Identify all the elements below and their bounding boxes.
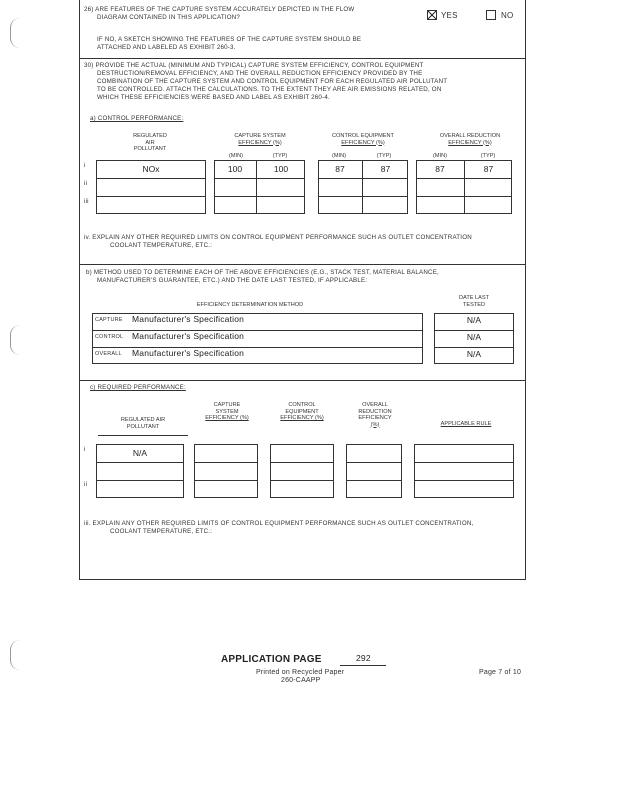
req-pollutant-cell[interactable]: N/A bbox=[132, 448, 148, 458]
q30-line3: COMBINATION OF THE CAPTURE SYSTEM AND CONTROL EQUIPMENT FOR EACH REGULATED AIR POLLUTANT bbox=[97, 78, 448, 85]
req-explain-line1: iii. EXPLAIN ANY OTHER REQUIRED LIMITS OF CONTROL EQUIPMENT PERFORMANCE SUCH AS OUTLET CONCENTRATION, bbox=[84, 520, 474, 527]
method-row-value[interactable]: Manufacturer's Specification bbox=[132, 314, 245, 324]
form-number: 260-CAAPP bbox=[281, 677, 321, 684]
q26-note-line1: IF NO, A SKETCH SHOWING THE FEATURES OF THE CAPTURE SYSTEM SHOULD BE bbox=[97, 36, 362, 43]
req-overall-box bbox=[346, 444, 402, 498]
min-label: (MIN) bbox=[332, 153, 346, 159]
overall-min-cell[interactable]: 87 bbox=[435, 164, 445, 174]
method-row-label: CONTROL bbox=[95, 334, 124, 340]
overall-typ-cell[interactable]: 87 bbox=[483, 164, 494, 174]
typ-label: (TYP) bbox=[272, 153, 288, 159]
section-divider bbox=[79, 58, 526, 59]
date-row-value[interactable]: N/A bbox=[466, 315, 482, 325]
req-header-control: CONTROL EQUIPMENT EFFICIENCY (%) bbox=[280, 402, 324, 421]
req-header-rule: APPLICABLE RULE bbox=[440, 421, 492, 427]
q30-line2: DESTRUCTION/REMOVAL EFFICIENCY, AND THE OVERALL REDUCTION EFFICIENCY PROVIDED BY THE bbox=[97, 70, 423, 77]
q26-text-line2: DIAGRAM CONTAINED IN THIS APPLICATION? bbox=[97, 14, 241, 21]
application-page-number: 292 bbox=[356, 653, 371, 663]
control-performance-title: a) CONTROL PERFORMANCE: bbox=[90, 115, 184, 122]
row-label: i bbox=[84, 162, 86, 169]
req-header-overall: OVERALL REDUCTION EFFICIENCY (%) bbox=[358, 402, 392, 428]
capture-typ-cell[interactable]: 100 bbox=[273, 164, 289, 174]
header-pollutant: REGULATED AIR POLLUTANT bbox=[133, 133, 167, 152]
application-page-label: APPLICATION PAGE bbox=[221, 654, 322, 665]
page-of: Page 7 of 10 bbox=[479, 669, 522, 676]
binder-hole-mark bbox=[10, 18, 20, 48]
date-column-header: DATE LAST TESTED bbox=[458, 295, 490, 308]
required-performance-title: c) REQUIRED PERFORMANCE: bbox=[90, 384, 186, 391]
yes-checkbox[interactable] bbox=[427, 10, 437, 20]
req-header-pollutant: REGULATED AIR POLLUTANT bbox=[120, 417, 166, 430]
method-row-label: OVERALL bbox=[95, 351, 122, 357]
req-control-box bbox=[270, 444, 334, 498]
req-row-label: ii bbox=[84, 481, 88, 488]
no-checkbox[interactable] bbox=[486, 10, 496, 20]
method-row-value[interactable]: Manufacturer's Specification bbox=[132, 331, 245, 341]
method-row-label: CAPTURE bbox=[95, 317, 123, 323]
date-row-value[interactable]: N/A bbox=[466, 332, 482, 342]
control-min-cell[interactable]: 87 bbox=[335, 164, 345, 174]
yes-label: YES bbox=[441, 11, 458, 20]
method-line1: b) METHOD USED TO DETERMINE EACH OF THE ABOVE EFFICIENCIES (E.G., STACK TEST, MATERIAL BALANCE, bbox=[86, 269, 439, 276]
capture-min-cell[interactable]: 100 bbox=[227, 164, 243, 174]
section-divider bbox=[79, 380, 526, 381]
q26-text-line1: 26) ARE FEATURES OF THE CAPTURE SYSTEM ACCURATELY DEPICTED IN THE FLOW bbox=[84, 6, 355, 13]
explain-limits-line1: iv. EXPLAIN ANY OTHER REQUIRED LIMITS ON CONTROL EQUIPMENT PERFORMANCE SUCH AS OUTLET CONCENTRATION bbox=[84, 234, 472, 241]
header-overall: OVERALL REDUCTION EFFICIENCY (%) bbox=[439, 133, 501, 146]
min-label: (MIN) bbox=[229, 153, 243, 159]
q30-line4: TO BE CONTROLLED. ATTACH THE CALCULATIONS. TO THE EXTENT THEY ARE AIR EMISSIONS RELATED, ON bbox=[97, 86, 442, 93]
binder-hole-mark bbox=[10, 640, 20, 670]
req-capture-box bbox=[194, 444, 258, 498]
no-label: NO bbox=[501, 11, 514, 20]
header-capture: CAPTURE SYSTEM EFFICIENCY (%) bbox=[234, 133, 286, 146]
check-x-icon bbox=[428, 11, 436, 19]
q26-note-line2: ATTACHED AND LABELED AS EXHIBIT 260-3. bbox=[97, 44, 236, 51]
row-label: ii bbox=[84, 180, 88, 187]
q30-line5: WHICH THESE EFFICIENCIES WERE BASED AND LABEL AS EXHIBIT 260-4. bbox=[97, 94, 330, 101]
typ-label: (TYP) bbox=[376, 153, 392, 159]
typ-label: (TYP) bbox=[480, 153, 496, 159]
method-line2: MANUFACTURER'S GUARANTEE, ETC.) AND THE DATE LAST TESTED, IF APPLICABLE: bbox=[97, 277, 368, 284]
min-label: (MIN) bbox=[433, 153, 447, 159]
req-header-capture: CAPTURE SYSTEM EFFICIENCY (%) bbox=[205, 402, 249, 421]
explain-limits-line2: COOLANT TEMPERATURE, ETC.: bbox=[110, 242, 213, 249]
control-typ-cell[interactable]: 87 bbox=[380, 164, 391, 174]
printed-recycled: Printed on Recycled Paper bbox=[256, 669, 345, 676]
date-row-value[interactable]: N/A bbox=[466, 349, 482, 359]
header-control: CONTROL EQUIPMENT EFFICIENCY (%) bbox=[332, 133, 394, 146]
q30-line1: 30) PROVIDE THE ACTUAL (MINIMUM AND TYPICAL) CAPTURE SYSTEM EFFICIENCY, CONTROL EQUIPMENT bbox=[84, 62, 424, 69]
row-label: iii bbox=[84, 198, 89, 205]
method-row-value[interactable]: Manufacturer's Specification bbox=[132, 348, 245, 358]
binder-hole-mark bbox=[10, 325, 20, 355]
section-divider bbox=[79, 264, 526, 265]
method-column-header: EFFICIENCY DETERMINATION METHOD bbox=[196, 302, 304, 308]
req-row-label: i bbox=[84, 446, 86, 453]
req-explain-line2: COOLANT TEMPERATURE, ETC.: bbox=[110, 528, 213, 535]
req-rule-box bbox=[414, 444, 514, 498]
pollutant-cell[interactable]: NOx bbox=[142, 164, 160, 174]
